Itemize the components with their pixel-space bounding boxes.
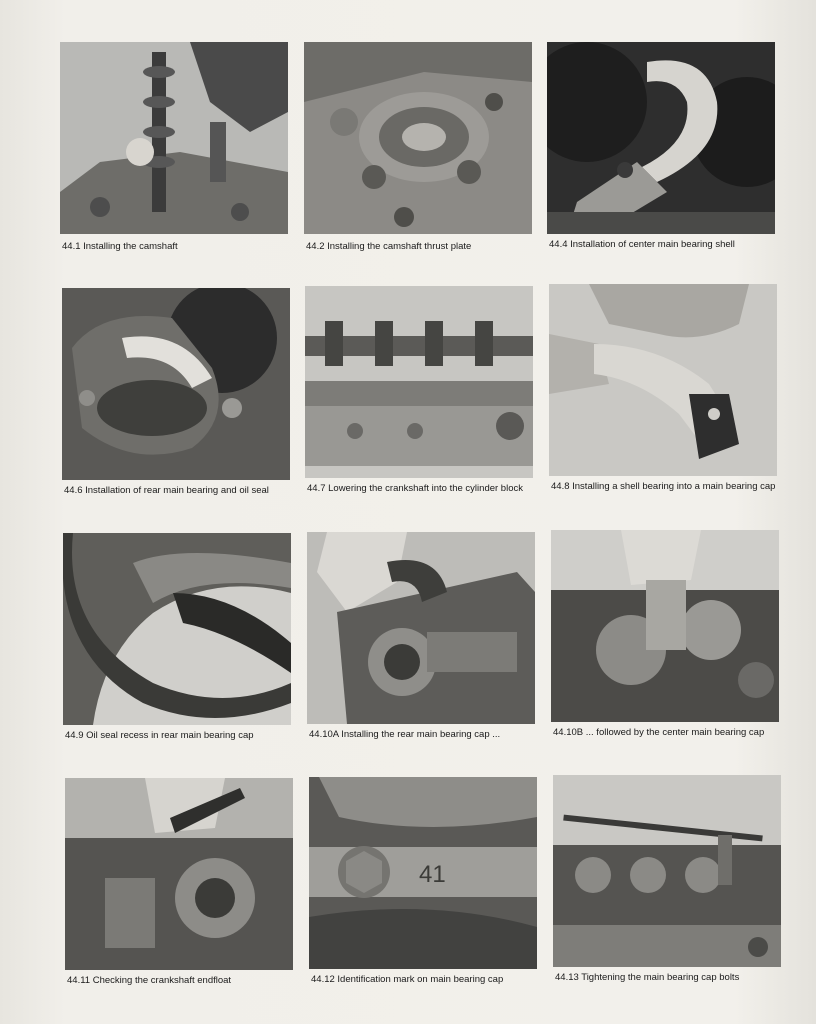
photo-rear-main-bearing-oil-seal [62,288,290,480]
photo-lowering-crankshaft [305,286,533,478]
photo-camshaft-thrust-plate [304,42,532,234]
photo-center-main-cap [551,530,779,722]
figure-caption: 44.8 Installing a shell bearing into a main bearing cap [551,481,776,492]
figure-caption: 44.10A Installing the rear main bearing cap ... [309,729,501,740]
photo-center-main-bearing-shell [547,42,775,234]
figure-caption: 44.1 Installing the camshaft [62,241,178,252]
photo-installing-rear-main-cap [307,532,535,724]
figure-caption: 44.6 Installation of rear main bearing and oil seal [64,485,269,496]
cap-number-mark: 41 [419,861,446,888]
figure-caption: 44.11 Checking the crankshaft endfloat [67,975,232,986]
figure-caption: 44.7 Lowering the crankshaft into the cylinder block [307,483,523,494]
photo-tightening-cap-bolts [553,775,781,967]
photo-installing-camshaft [60,42,288,234]
photo-shell-bearing-into-cap [549,284,777,476]
figure-caption: 44.10B ... followed by the center main bearing cap [553,727,765,738]
figure-caption: 44.9 Oil seal recess in rear main bearing cap [65,730,254,741]
photo-checking-endfloat [65,778,293,970]
photo-identification-mark [309,777,537,969]
figure-caption: 44.13 Tightening the main bearing cap bolts [555,972,740,983]
figure-caption: 44.4 Installation of center main bearing shell [549,239,735,250]
figure-caption: 44.2 Installing the camshaft thrust plate [306,241,472,252]
figure-caption: 44.12 Identification mark on main bearing cap [311,974,504,985]
photo-oil-seal-recess [63,533,291,725]
